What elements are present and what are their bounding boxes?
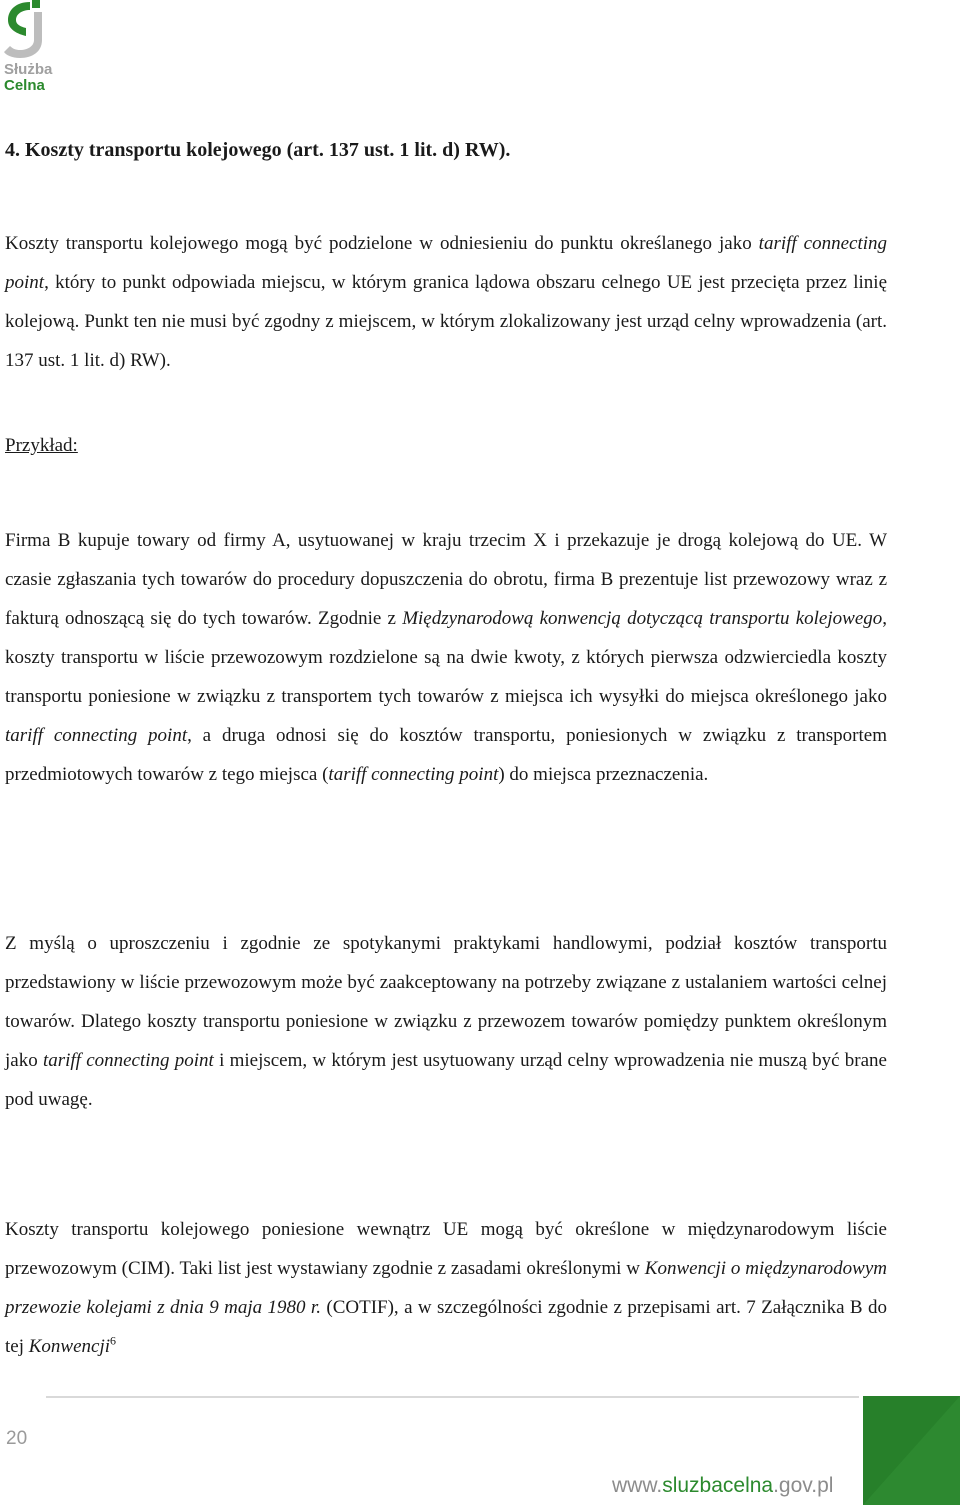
sluzba-celna-logo [4, 0, 64, 110]
logo-text-line1: Służba [4, 61, 53, 78]
logo-text-line2: Celna [4, 77, 45, 94]
footer-divider [46, 1396, 859, 1398]
paragraph-2: Firma B kupuje towary od firmy A, usytuowanej w kraju trzecim X i przekazuje je drogą kolejową do UE. W czasie zgłaszania tych towarów do procedury dopuszczenia do obrotu, firma B prezentuje list przewozowy wraz z fakturą odnoszącą się do tych towarów. Zgodnie z Międzynarodową konwencją dotyczącą transportu kolejowego, koszty transportu w liście przewozowym rozdzielone są na dwie kwoty, z których pierwsza odzwierciedla koszty transportu poniesione w związku z transportem tych towarów z miejsca ich wysyłki do miejsca określonego jako tariff connecting point, a druga odnosi się do kosztów transportu, poniesionych w związku z transportem przedmiotowych towarów z tego miejsca (tariff connecting point) do miejsca przeznaczenia. [5, 530, 887, 785]
logo-swirl-icon [4, 0, 48, 60]
corner-decoration-icon [863, 1396, 960, 1505]
footer-url[interactable]: www.sluzbacelna.gov.pl [612, 1474, 834, 1497]
page-number: 20 [6, 1428, 28, 1449]
paragraph-4: Koszty transportu kolejowego poniesione wewnątrz UE mogą być określone w międzynarodowym liście przewozowym (CIM). Taki list jest wystawiany zgodnie z zasadami określonymi w Konwencji o międzynarodowym przewozie kolejami z dnia 9 maja 1980 r. (COTIF), a w szczególności zgodnie z przepisami art. 7 Załącznika B do tej Konwencji$^6$ [5, 1219, 888, 1357]
section-heading: 4. Koszty transportu kolejowego (art. 137 ust. 1 lit. d) RW). [5, 139, 511, 161]
paragraph-1: Koszty transportu kolejowego mogą być podzielone w odniesieniu do punktu określanego jako tariff connecting point, który to punkt odpowiada miejscu, w którym granica lądowa obszaru celnego UE jest przecięta przez linię kolejową. Punkt ten nie musi być zgodny z miejscem, w którym zlokalizowany jest urząd celny wprowadzenia (art. 137 ust. 1 lit. d) RW). [5, 233, 887, 371]
paragraph-3: Z myślą o uproszczeniu i zgodnie ze spotykanymi praktykami handlowymi, podział kosztów transportu przedstawiony w liście przewozowym może być zaakceptowany na potrzeby związane z ustalaniem wartości celnej towarów. Dlatego koszty transportu poniesione w związku z przewozem towarów pomiędzy punktem określonym jako tariff connecting point i miejscem, w którym jest usytuowany urząd celny wprowadzenia nie muszą być brane pod uwagę. [5, 933, 887, 1110]
footnote-ref: 6 [110, 1333, 117, 1348]
example-label: Przykład: [5, 435, 78, 456]
